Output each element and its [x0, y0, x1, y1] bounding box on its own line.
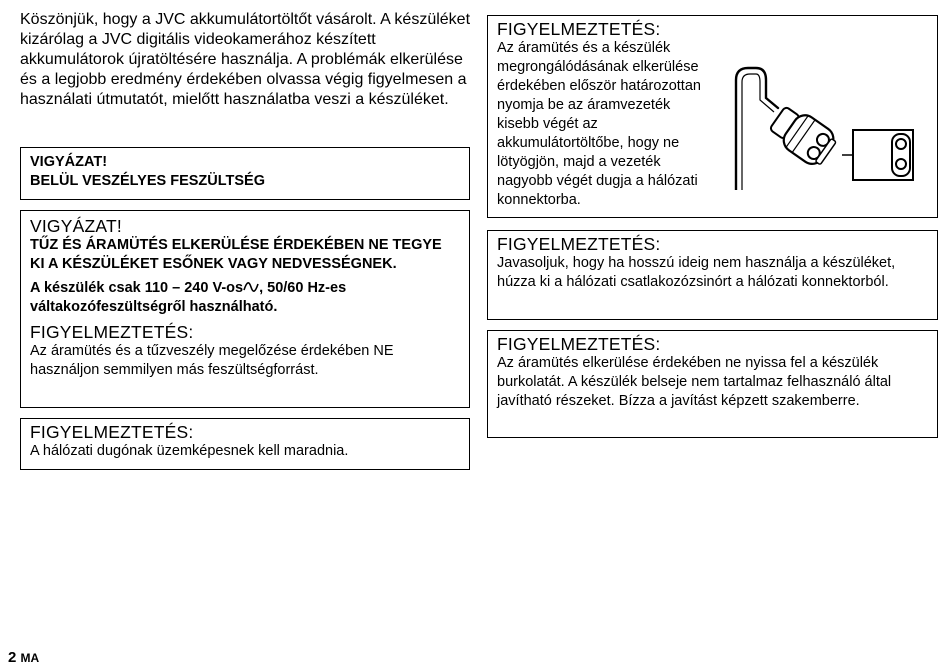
caution-box-fire — [20, 210, 470, 408]
language-code: MA — [20, 651, 40, 665]
warning-text: Az áramütés és a készülék megrongálódásának elkerülése érdekében először határozottan nyomja be az áramvezeték kisebb végét az akkumulátortöltőbe, hogy ne lötyögjön, majd a vezeték nagyobb végét dugja a hálózati konnektorba. — [497, 40, 701, 208]
warning-text: Az áramütés elkerülése érdekében ne nyissa fel a készülék burkolatát. A készülék belseje nem tartalmaz felhasználó által javítható részeket. Bízza a javítást képzett szakemberre. — [497, 355, 892, 409]
warning-box-unplug — [487, 230, 938, 320]
caution-title: VIGYÁZAT! — [30, 154, 108, 170]
power-cord-diagram — [730, 60, 920, 190]
intro-text: Köszönjük, hogy a JVC akkumulátortöltőt vásárolt. A készüléket kizárólag a JVC digitális videokamerához készített akkumulátorok újratöltésére használja. A problémák elkerülése és a legjobb eredmény érdekében olvassa végig figyelmesen a használati útmutatót, mielőtt használatba veszi a készüléket. — [20, 11, 471, 108]
warning-text: Javasoljuk, hogy ha hosszú ideig nem használja a készüléket, húzza ki a hálózati csatlakozózsinórt a hálózati konnektorból. — [497, 255, 896, 290]
warning-subtitle: FIGYELMEZTETÉS: — [30, 322, 194, 342]
caution-internal-voltage: BELÜL VESZÉLYES FESZÜLTSÉG — [30, 173, 265, 189]
warning-title: FIGYELMEZTETÉS: — [497, 334, 661, 354]
warning-title: FIGYELMEZTETÉS: — [30, 422, 194, 442]
warning-box-plug — [20, 418, 470, 470]
warning-title: FIGYELMEZTETÉS: — [497, 234, 661, 254]
voltage-text-b: , 50/60 Hz-es váltakozófeszültségről használható. — [30, 280, 347, 315]
voltage-text — [30, 279, 460, 317]
warning-text: A hálózati dugónak üzemképesnek kell maradnia. — [30, 443, 349, 459]
warning-subtext: Az áramütés és a tűzveszély megelőzése érdekében NE használjon semmilyen más feszültségforrást. — [30, 343, 394, 378]
warning-title: FIGYELMEZTETÉS: — [497, 19, 661, 39]
page-number: 2 — [8, 649, 17, 666]
voltage-text-a: A készülék csak 110 – 240 V-os — [30, 280, 244, 296]
ac-symbol-icon — [243, 282, 259, 293]
caution-title: VIGYÁZAT! — [30, 216, 122, 236]
page-footer — [8, 649, 39, 667]
warning-box-cover — [487, 330, 938, 438]
caution-box-internal-voltage — [20, 147, 470, 200]
fire-warning-text: TŰZ ÉS ÁRAMÜTÉS ELKERÜLÉSE ÉRDEKÉBEN NE TEGYE KI A KÉSZÜLÉKET ESŐNEK VAGY NEDVESSÉGNEK. — [30, 237, 442, 272]
